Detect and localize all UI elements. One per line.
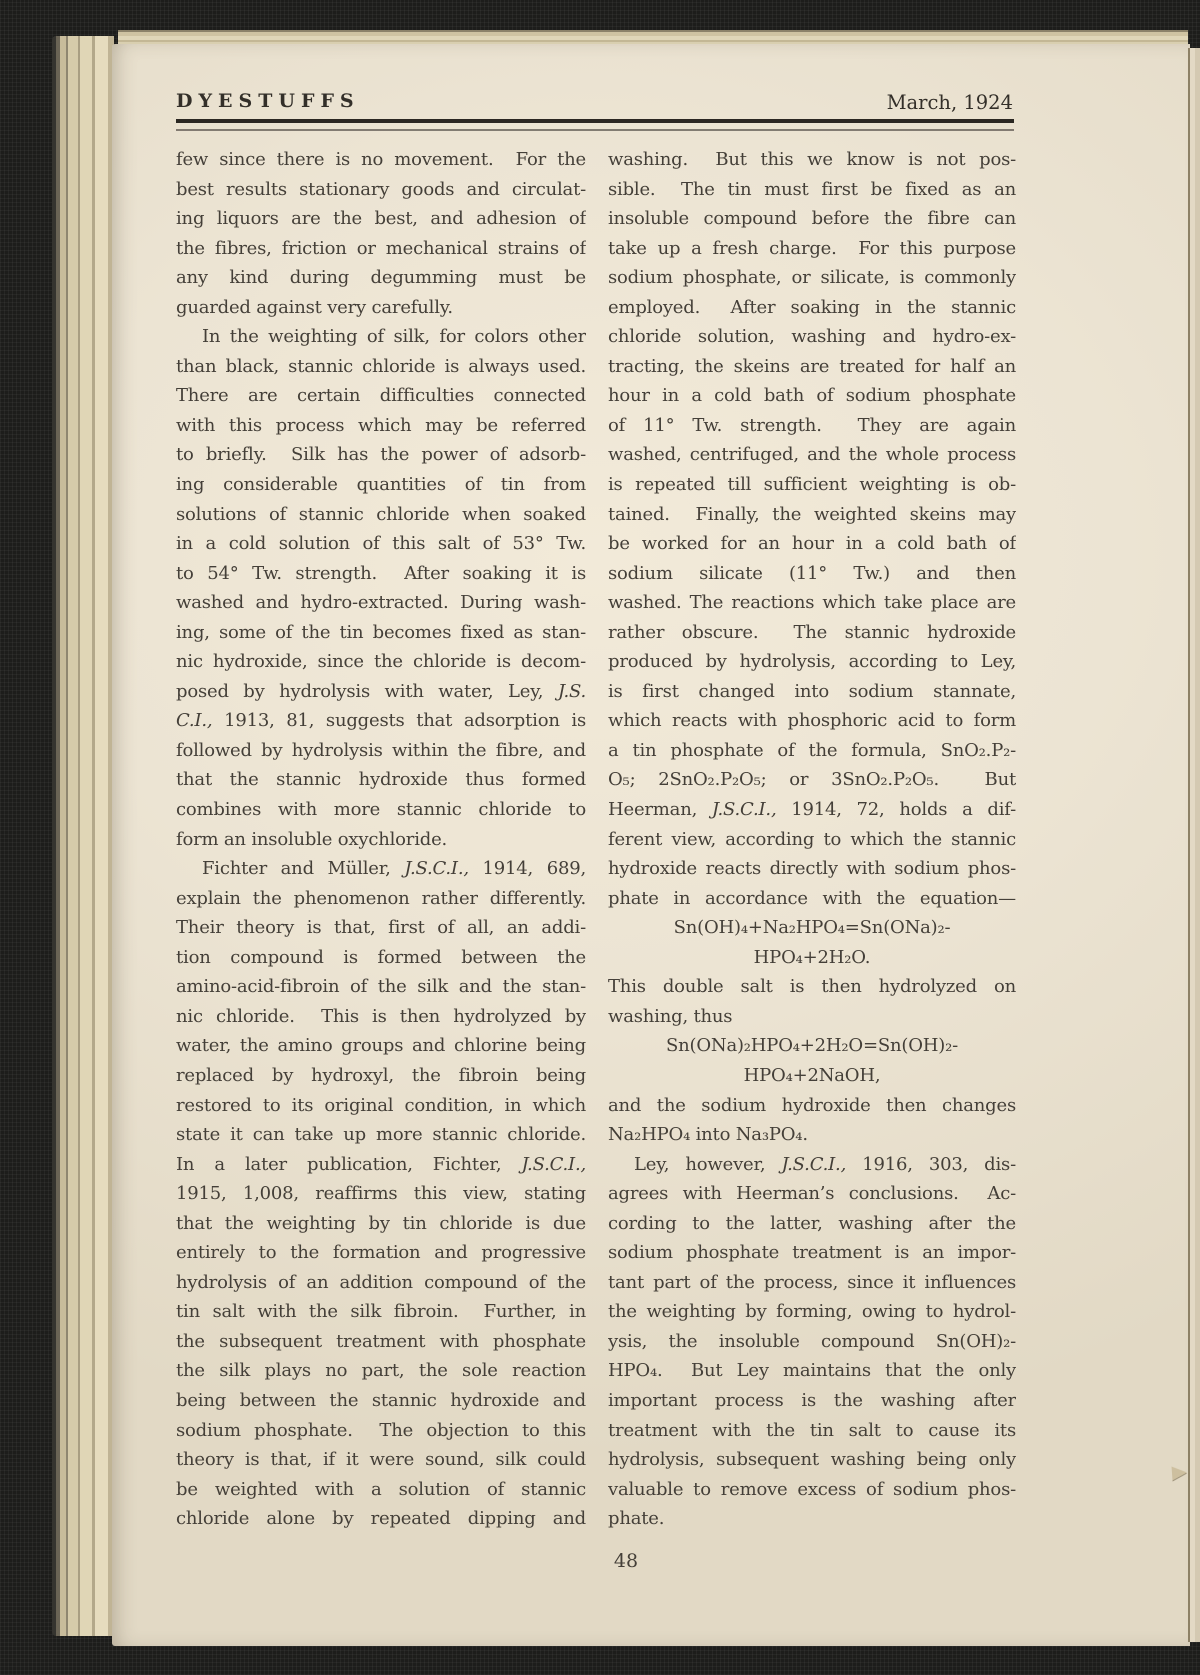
text-line: phate. xyxy=(608,1508,665,1530)
text-line: the subsequent treatment with phosphate xyxy=(176,1330,586,1352)
text-line: tion compound is formed between the xyxy=(176,946,586,968)
text-line: sodium phosphate, or silicate, is commonly xyxy=(608,267,1016,289)
text-line: best results stationary goods and circulat- xyxy=(176,178,586,200)
text-line: in a cold solution of this salt of 53° Tw. xyxy=(176,533,586,555)
text-line: the fibres, friction or mechanical strains of xyxy=(176,237,586,259)
text-line: a tin phosphate of the formula, SnO₂.P₂- xyxy=(608,739,1016,761)
text-line: 1915, 1,008, reaffirms this view, stating xyxy=(176,1183,586,1205)
text-line: that the weighting by tin chloride is due xyxy=(176,1212,586,1234)
text-line: than black, stannic chloride is always used. xyxy=(176,355,586,377)
text-line: Sn(OH)₄+Na₂HPO₄=Sn(ONa)₂- xyxy=(673,917,951,939)
text-line: C.I., 1913, 81, suggests that adsorption is xyxy=(176,710,586,732)
text-line: be worked for an hour in a cold bath of xyxy=(608,533,1016,555)
text-line: ferent view, according to which the stannic xyxy=(608,828,1016,850)
text-line: followed by hydrolysis within the fibre, and xyxy=(176,739,586,761)
text-line: Sn(ONa)₂HPO₄+2H₂O=Sn(OH)₂- xyxy=(665,1035,958,1057)
text-line: HPO₄. But Ley maintains that the only xyxy=(608,1360,1016,1382)
text-line: Heerman, J.S.C.I., 1914, 72, holds a dif- xyxy=(608,799,1016,821)
text-line: to 54° Tw. strength. After soaking it is xyxy=(176,562,586,584)
text-line: treatment with the tin salt to cause its xyxy=(608,1419,1016,1441)
text-line: phate in accordance with the equation— xyxy=(608,887,1016,909)
text-line: guarded against very carefully. xyxy=(176,296,453,318)
text-line: to briefly. Silk has the power of adsorb- xyxy=(176,444,586,466)
text-line: posed by hydrolysis with water, Ley, J.S. xyxy=(176,680,586,702)
text-line: In the weighting of silk, for colors other xyxy=(202,326,586,348)
text-line: few since there is no movement. For the xyxy=(176,149,586,170)
text-column-left xyxy=(176,145,586,1534)
text-line: tant part of the process, since it influences xyxy=(608,1271,1016,1293)
text-line: being between the stannic hydroxide and xyxy=(176,1389,586,1411)
text-line: agrees with Heerman’s conclusions. Ac- xyxy=(608,1183,1016,1205)
text-line: Ley, however, J.S.C.I., 1916, 303, dis- xyxy=(634,1153,1016,1175)
text-line: hydrolysis, subsequent washing being only xyxy=(608,1449,1016,1471)
magazine-page xyxy=(112,44,1190,1646)
paper-tear-detail xyxy=(1172,1465,1188,1480)
text-line: important process is the washing after xyxy=(608,1389,1016,1411)
text-line: with this process which may be referred xyxy=(176,414,586,436)
text-line: washing. But this we know is not pos- xyxy=(608,149,1016,170)
text-line: washed. The reactions which take place are xyxy=(608,592,1016,614)
text-line: sible. The tin must first be fixed as an xyxy=(608,178,1016,200)
text-line: ing, some of the tin becomes fixed as stan- xyxy=(176,621,586,643)
text-line: explain the phenomenon rather differently. xyxy=(176,887,586,909)
text-line: Na₂HPO₄ into Na₃PO₄. xyxy=(608,1124,808,1146)
text-line: the silk plays no part, the sole reaction xyxy=(176,1360,586,1382)
text-line: washed, centrifuged, and the whole process xyxy=(608,444,1016,466)
text-line: ing considerable quantities of tin from xyxy=(176,474,586,496)
text-line: is repeated till sufficient weighting is ob- xyxy=(608,474,1016,496)
text-line: sodium phosphate. The objection to this xyxy=(176,1419,586,1441)
text-line: which reacts with phosphoric acid to form xyxy=(608,710,1016,732)
text-line: Fichter and Müller, J.S.C.I., 1914, 689, xyxy=(202,858,586,880)
text-line: amino-acid-fibroin of the silk and the stan- xyxy=(176,976,586,998)
text-line: Their theory is that, first of all, an addi- xyxy=(176,917,586,939)
text-line: combines with more stannic chloride to xyxy=(176,799,586,821)
issue-date: March, 1924 xyxy=(886,91,1013,114)
text-line: be weighted with a solution of stannic xyxy=(176,1478,586,1500)
text-column-right xyxy=(608,145,1016,1534)
text-line: tin salt with the silk fibroin. Further, in xyxy=(176,1301,586,1323)
text-line: This double salt is then hydrolyzed on xyxy=(608,976,1016,998)
text-line: solutions of stannic chloride when soaked xyxy=(176,503,586,525)
text-line: rather obscure. The stannic hydroxide xyxy=(608,621,1016,643)
page-number: 48 xyxy=(613,1550,639,1572)
header-rule-thin xyxy=(176,129,1014,131)
text-line: form an insoluble oxychloride. xyxy=(176,828,448,850)
text-line: any kind during degumming must be xyxy=(176,267,586,289)
text-line: replaced by hydroxyl, the fibroin being xyxy=(176,1064,586,1086)
text-line: of 11° Tw. strength. They are again xyxy=(608,414,1016,436)
text-line: washed and hydro-extracted. During wash- xyxy=(176,592,586,614)
text-line: take up a fresh charge. For this purpose xyxy=(608,237,1016,259)
text-line: insoluble compound before the fibre can xyxy=(608,208,1016,230)
text-line: O₅; 2SnO₂.P₂O₅; or 3SnO₂.P₂O₅. But xyxy=(608,769,1016,791)
text-line: tracting, the skeins are treated for half an xyxy=(608,355,1016,377)
text-line: nic hydroxide, since the chloride is decom- xyxy=(176,651,586,673)
text-line: tained. Finally, the weighted skeins may xyxy=(608,503,1016,525)
text-line: HPO₄+2H₂O. xyxy=(753,946,871,968)
text-line: cording to the latter, washing after the xyxy=(608,1212,1016,1234)
text-line: entirely to the formation and progressive xyxy=(176,1242,586,1264)
text-line: sodium phosphate treatment is an impor- xyxy=(608,1242,1016,1264)
text-line: HPO₄+2NaOH, xyxy=(743,1064,881,1086)
text-line: employed. After soaking in the stannic xyxy=(608,296,1016,318)
text-line: ing liquors are the best, and adhesion of xyxy=(176,208,586,230)
text-line: produced by hydrolysis, according to Ley, xyxy=(608,651,1016,673)
text-line: is first changed into sodium stannate, xyxy=(608,680,1016,702)
text-line: ysis, the insoluble compound Sn(OH)₂- xyxy=(608,1330,1016,1352)
text-line: state it can take up more stannic chloride. xyxy=(176,1124,586,1146)
text-line: In a later publication, Fichter, J.S.C.I., xyxy=(176,1153,586,1175)
text-line: and the sodium hydroxide then changes xyxy=(608,1094,1016,1116)
text-line: the weighting by forming, owing to hydrol- xyxy=(608,1301,1016,1323)
text-line: hour in a cold bath of sodium phosphate xyxy=(608,385,1016,407)
text-line: that the stannic hydroxide thus formed xyxy=(176,769,586,791)
header-rule-thick xyxy=(176,119,1014,123)
text-line: sodium silicate (11° Tw.) and then xyxy=(608,562,1016,584)
text-line: theory is that, if it were sound, silk could xyxy=(176,1449,586,1471)
text-line: hydroxide reacts directly with sodium phos- xyxy=(608,858,1016,880)
journal-title: DYESTUFFS xyxy=(176,90,360,112)
text-line: chloride solution, washing and hydro-ex- xyxy=(608,326,1016,348)
page-edge-stack xyxy=(52,36,114,1636)
text-line: hydrolysis of an addition compound of the xyxy=(176,1271,586,1293)
text-line: nic chloride. This is then hydrolyzed by xyxy=(176,1005,586,1027)
text-line: restored to its original condition, in which xyxy=(176,1094,586,1116)
text-line: water, the amino groups and chlorine being xyxy=(176,1035,586,1057)
text-line: valuable to remove excess of sodium phos- xyxy=(608,1478,1016,1500)
text-line: There are certain difficulties connected xyxy=(176,385,586,407)
next-page-edge xyxy=(1188,48,1200,1642)
text-line: washing, thus xyxy=(608,1005,733,1027)
text-line: chloride alone by repeated dipping and xyxy=(176,1508,586,1530)
